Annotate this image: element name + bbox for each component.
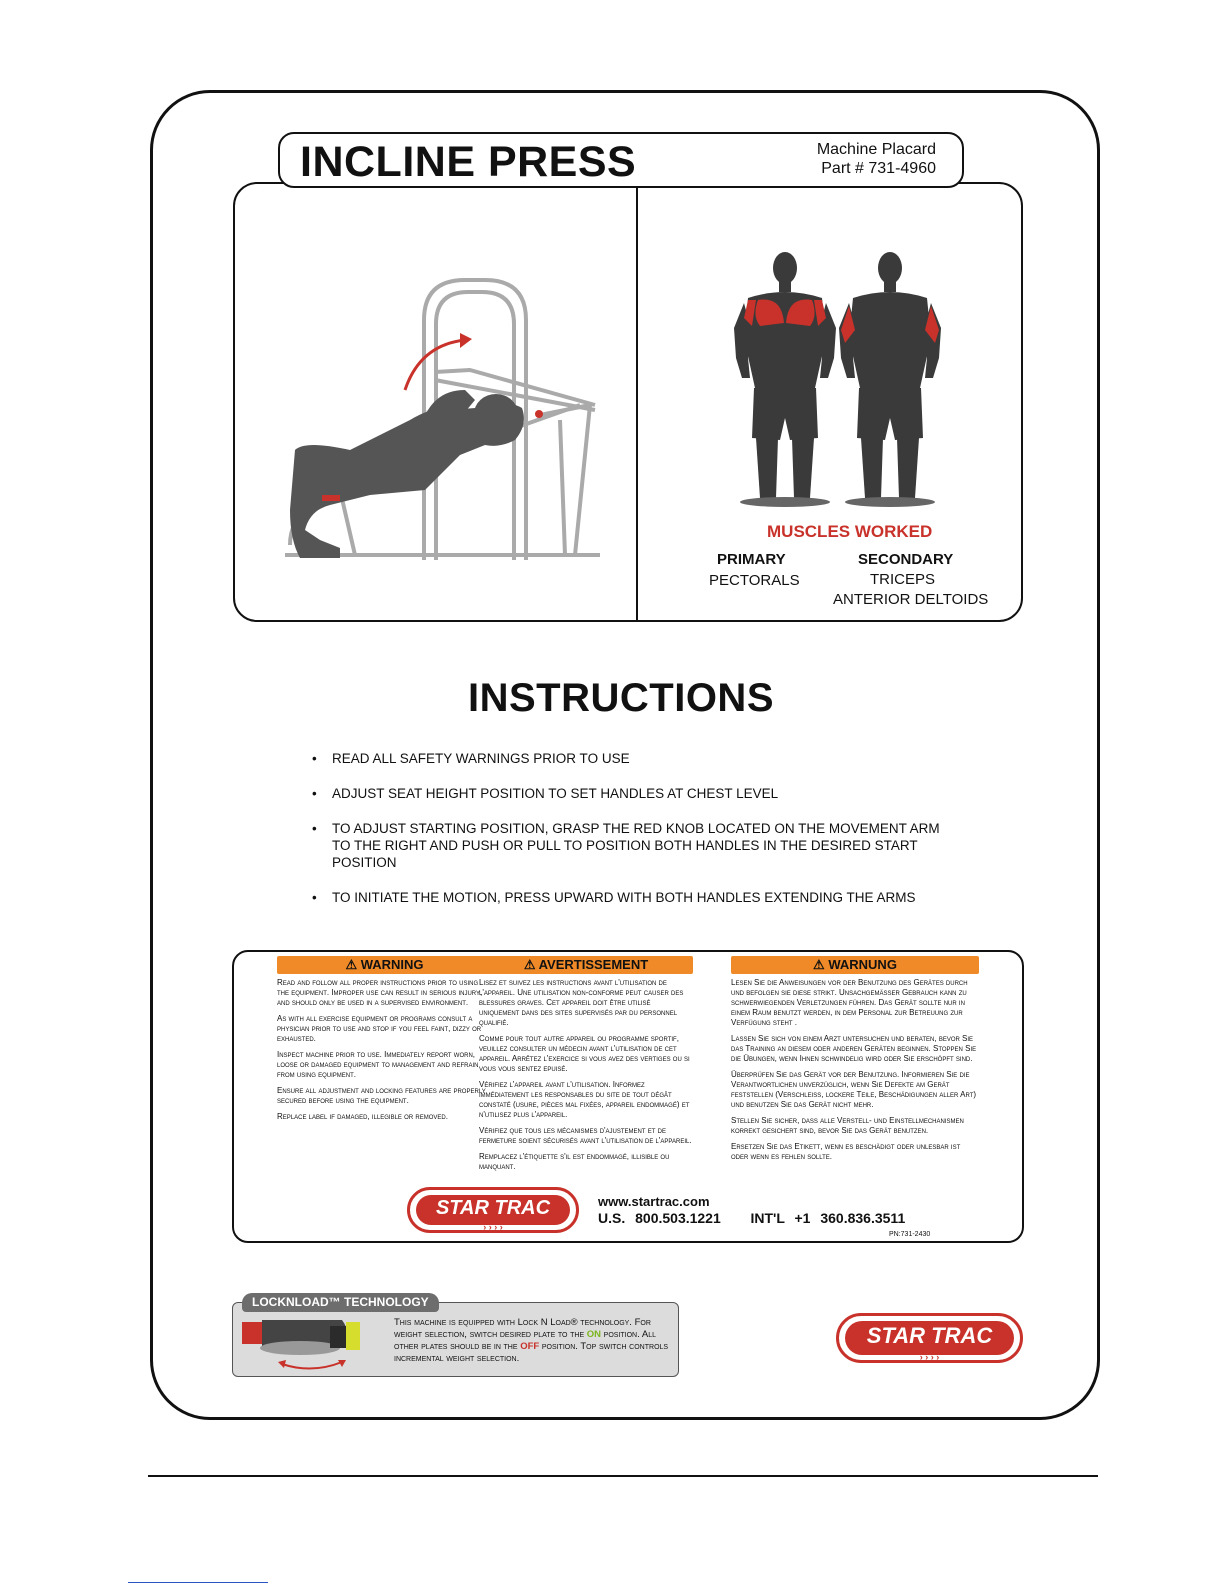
- website: www.startrac.com: [598, 1194, 710, 1209]
- muscles-worked-heading: MUSCLES WORKED: [767, 522, 933, 541]
- locknload-description: This machine is equipped with Lock N Load® technology. For weight selection, switch desired plate to the ON position. All other plates should be in the OFF position. Top switch controls incremental weight selection.: [394, 1317, 669, 1364]
- off-label: OFF: [520, 1341, 540, 1352]
- warning-paragraph: Inspect machine prior to use. Immediately report worn, loose or damaged equipment to management and refrain from using equipment.: [277, 1050, 479, 1079]
- secondary-muscle: TRICEPS: [870, 571, 936, 588]
- instruction-item: • ADJUST SEAT HEIGHT POSITION TO SET HANDLES AT CHEST LEVEL: [312, 785, 952, 802]
- locknload-tab: LOCKNLOAD™ TECHNOLOGY: [242, 1293, 439, 1312]
- incline-press-illustration: [260, 240, 620, 580]
- footer-divider: [148, 1475, 1098, 1477]
- warning-paragraph: Remplacez l'étiquette s'il est endommagé, illisible ou manquant.: [479, 1152, 670, 1171]
- muscles-back-figure: [835, 248, 945, 508]
- warning-paragraph: Stellen Sie sicher, daß alle Verstell- und Einstellmechanismen korrekt gesichert sind, bevor Sie das Gerät benutzen.: [731, 1116, 964, 1135]
- part-number: Part # 731-4960: [821, 160, 936, 177]
- instruction-item: • TO INITIATE THE MOTION, PRESS UPWARD WITH BOTH HANDLES EXTENDING THE ARMS: [312, 889, 952, 906]
- instructions-heading: INSTRUCTIONS: [468, 676, 774, 720]
- warning-paragraph: Lisez et suivez les instructions avant l'utilisation de l'appareil. Une utilisation non-conforme peut causer des blessures graves. Cet appareil doit être utilisé uniquement dans des sites supervisés par du personnel qualifié.: [479, 978, 684, 1027]
- arrows-icon: › › › ›: [483, 1222, 503, 1232]
- instruction-item: • READ ALL SAFETY WARNINGS PRIOR TO USE: [312, 750, 952, 767]
- warning-label: ⚠ AVERTISSEMENT: [479, 956, 693, 974]
- warning-paragraph: Vérifiez l'appareil avant l'utilisation. Informez immédiatement les responsables du site de tout dégât constaté (usure, pièces mal fixées, appareil endommagé) et n'utilisez plus l'appareil.: [479, 1080, 690, 1119]
- phone-numbers: U.S. 800.503.1221 INT'L +1 360.836.3511: [598, 1210, 906, 1226]
- panel-divider: [636, 184, 638, 620]
- warning-paragraph: Ersetzen Sie das Etikett, wenn es beschädigt oder unlesbar ist oder wenn es fehlen sollte.: [731, 1142, 961, 1161]
- part-info: [817, 140, 936, 178]
- pn-number: PN:731-2430: [889, 1231, 931, 1238]
- warning-triangle-icon: ⚠: [345, 957, 358, 972]
- footer-link-underline: [128, 1582, 268, 1583]
- warning-paragraph: Lassen Sie sich von einem Arzt untersuchen und beraten, bevor Sie das Training an diesem oder anderen Geräten beginnen. Stoppen Sie die Übungen, wenn Ihnen schwindelig wird oder Sie erschöpft sind.: [731, 1034, 977, 1063]
- warning-paragraph: As with all exercise equipment or programs consult a physician prior to use and stop if you feel faint, dizzy or exhausted.: [277, 1014, 482, 1043]
- warning-paragraph: Read and follow all proper instructions prior to using the equipment. Improper use can result in serious injury, and should only be used in a supervised environment.: [277, 978, 483, 1007]
- warning-paragraph: Lesen Sie die Anweisungen vor der Benutzung des Gerätes durch und befolgen sie diese strikt. Unsachgemäßer Gebrauch kann zu schwerwiegenden Verletzungen führen. Das Gerät sollte nur in einem Raum benutzt werden, in dem Personal zur Betreuung zur Verfügung steht .: [731, 978, 968, 1027]
- secondary-label: SECONDARY: [858, 551, 954, 568]
- warning-paragraph: Vérifiez que tous les mécanismes d'ajustement et de fermeture soient sécurisés avant l'utilisation de l'appareil.: [479, 1126, 692, 1145]
- star-trac-logo: STAR TRAC › › › ›: [407, 1187, 579, 1233]
- warning-paragraph: Ensure all adjustment and locking features are properly secured before using the equipment.: [277, 1086, 486, 1105]
- warning-label: ⚠ WARNING: [277, 956, 492, 974]
- page-title: INCLINE PRESS: [300, 138, 637, 186]
- warning-triangle-icon: ⚠: [813, 957, 825, 972]
- warning-column-french: [479, 956, 693, 1178]
- warning-paragraph: Überprüfen Sie das Gerät vor der Benutzung. Informieren Sie die Verantwortlichen unverzüglich, wenn Sie Defekte am Gerät feststellen (Verschleiß, lockere Teile, Beschädigungen aller Art) und benutzen Sie das Gerät nicht mehr.: [731, 1070, 977, 1109]
- instructions-list: [312, 750, 952, 924]
- warning-triangle-icon: ⚠: [523, 957, 536, 972]
- warning-column-german: [731, 956, 979, 1168]
- primary-label: PRIMARY: [717, 551, 786, 568]
- primary-muscle: PECTORALS: [709, 572, 800, 589]
- star-trac-logo-large: STAR TRAC › › › ›: [836, 1313, 1023, 1363]
- warning-paragraph: Replace label if damaged, illegible or removed.: [277, 1112, 448, 1121]
- on-label: ON: [586, 1329, 602, 1340]
- warning-paragraph: Comme pour tout autre appareil ou programme sportif, veuillez consulter un médecin avant l'utilisation de cet appareil. Arrêtez l'exercice si vous avez des vertiges ou si vous vous sentez epuisé.: [479, 1034, 690, 1073]
- warning-column-english: [277, 956, 492, 1128]
- warning-label: ⚠ WARNUNG: [731, 956, 979, 974]
- title-bar: [278, 132, 964, 188]
- arrows-icon: › › › ›: [919, 1352, 940, 1362]
- instruction-item: • TO ADJUST STARTING POSITION, GRASP THE RED KNOB LOCATED ON THE MOVEMENT ARM TO THE RIGHT AND PUSH OR PULL TO POSITION BOTH HANDLES IN THE DESIRED START POSITION: [312, 820, 952, 871]
- muscles-front-figure: [730, 248, 840, 508]
- secondary-muscle: ANTERIOR DELTOIDS: [833, 591, 989, 608]
- placard-label: Machine Placard: [816, 141, 936, 158]
- weight-selector-icon: [242, 1318, 382, 1373]
